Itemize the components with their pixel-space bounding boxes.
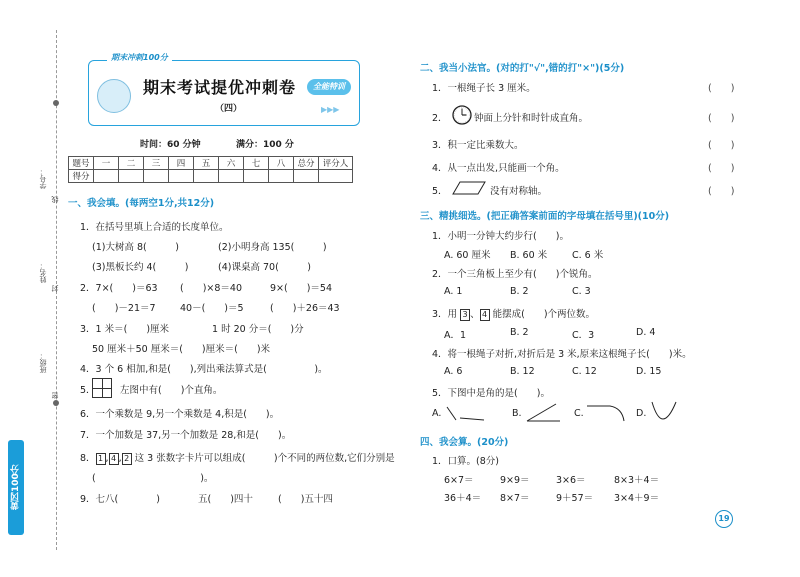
choice-question-1[interactable]: 1．小明一分钟大约步行( )。 xyxy=(432,231,569,242)
judge-number: 5． xyxy=(432,186,448,197)
section1-title: 一、我会填。(每两空1分,共12分) xyxy=(68,198,215,209)
score-cell[interactable] xyxy=(294,170,319,183)
choice-option[interactable]: C. 6 米 xyxy=(572,250,604,261)
score-cell[interactable] xyxy=(169,170,194,183)
calc-item[interactable]: 3×4＋9＝ xyxy=(614,493,660,504)
choice-option[interactable]: C. 12 xyxy=(572,366,597,377)
score-cell[interactable] xyxy=(319,170,353,183)
table-header: 五 xyxy=(194,157,219,170)
answer-paren[interactable]: ( ) xyxy=(708,83,735,94)
title-banner xyxy=(88,53,360,126)
choice-option[interactable]: D. xyxy=(636,408,647,419)
figure-c-icon xyxy=(586,402,626,422)
choice-option[interactable]: A. 60 厘米 xyxy=(444,250,491,261)
q1-item[interactable]: (2)小明身高 135( ) xyxy=(218,242,327,253)
figure-b-icon xyxy=(526,402,562,422)
score-cell[interactable] xyxy=(94,170,119,183)
table-header: 评分人 xyxy=(319,157,353,170)
question-3b[interactable]: 1 时 20 分＝( )分 xyxy=(212,324,304,335)
table-row xyxy=(69,170,353,183)
judge-item: 1．一根绳子长 3 厘米。 xyxy=(432,83,536,94)
score-table xyxy=(68,156,353,183)
q1-item[interactable]: (1)大树高 8( ) xyxy=(92,242,179,253)
choice-option[interactable]: A. xyxy=(432,408,442,419)
q3-prefix: 3．用 xyxy=(432,309,458,320)
score-cell[interactable] xyxy=(144,170,169,183)
question-2c[interactable]: 9×( )＝54 xyxy=(270,283,333,294)
digit-card: 2 xyxy=(122,453,132,465)
choice-option[interactable]: B. 2 xyxy=(510,286,529,297)
calc-item[interactable]: 3×6＝ xyxy=(556,475,586,486)
question-9c[interactable]: ( )五十四 xyxy=(278,494,333,505)
q3-text[interactable]: 能摆成( )个两位数。 xyxy=(492,309,596,320)
question-5-number: 5． xyxy=(80,385,96,396)
line-mark: 线 xyxy=(51,196,59,203)
calc-item[interactable]: 9＋57＝ xyxy=(556,493,594,504)
calc-item[interactable]: 6×7＝ xyxy=(444,475,474,486)
binding-strip xyxy=(0,0,62,577)
question-2d[interactable]: ( )－21＝7 xyxy=(92,303,156,314)
calc-item[interactable]: 8×3＋4＝ xyxy=(614,475,660,486)
choice-option[interactable]: B. 2 xyxy=(510,327,529,338)
table-header: 三 xyxy=(144,157,169,170)
grid-figure xyxy=(92,378,112,398)
choice-option[interactable]: C. 3 xyxy=(572,286,591,297)
answer-paren[interactable]: ( ) xyxy=(708,113,735,124)
judge-item: 4．从一点出发,只能画一个角。 xyxy=(432,163,565,174)
choice-option[interactable]: D. 15 xyxy=(636,366,662,377)
exam-title: 期末考试提优冲刺卷 xyxy=(143,78,297,97)
binding-dot xyxy=(53,400,59,406)
question-8-line: 8． 1 , 4 , 2 这 3 张数字卡片可以组成( )个不同的两位数,它们分别是 xyxy=(80,453,395,464)
choice-option[interactable]: B. xyxy=(512,408,522,419)
question-8-answer[interactable]: ( )。 xyxy=(92,473,214,484)
judge-item: 3．积一定比乘数大。 xyxy=(432,140,524,151)
digit-card: 3 xyxy=(460,309,470,321)
seal-mark: 封 xyxy=(51,285,59,292)
arrows-icon: ▶▶▶ xyxy=(321,105,340,114)
digit-card: 4 xyxy=(109,453,119,465)
question-3[interactable]: 3．1 米＝( )厘米 xyxy=(80,324,170,335)
question-5[interactable]: 左图中有( )个直角。 xyxy=(120,385,223,396)
score-cell[interactable] xyxy=(269,170,294,183)
score-cell[interactable] xyxy=(244,170,269,183)
secret-mark: 密 xyxy=(51,392,59,399)
table-header: 四 xyxy=(169,157,194,170)
question-2f[interactable]: ( )＋26＝43 xyxy=(270,303,340,314)
page-number: 19 xyxy=(715,510,733,528)
choice-option[interactable]: A. 1 xyxy=(444,286,463,297)
calc-item[interactable]: 8×7＝ xyxy=(500,493,530,504)
question-2[interactable]: 2．7×( )＝63 xyxy=(80,283,158,294)
answer-paren[interactable]: ( ) xyxy=(708,186,735,197)
row-label: 得分 xyxy=(69,170,94,183)
choice-option[interactable]: C．3 xyxy=(572,330,595,341)
choice-option[interactable]: D. 4 xyxy=(636,327,656,338)
calc-question-1: 1．口算。(8分) xyxy=(432,456,500,467)
answer-paren[interactable]: ( ) xyxy=(708,163,735,174)
full-score-info: 满分：100 分 xyxy=(236,140,294,150)
score-cell[interactable] xyxy=(194,170,219,183)
table-header: 二 xyxy=(119,157,144,170)
question-4[interactable]: 4．3 个 6 相加,和是( ),列出乘法算式是( )。 xyxy=(80,364,328,375)
judge-item: 没有对称轴。 xyxy=(490,186,548,197)
score-cell[interactable] xyxy=(219,170,244,183)
binding-dot xyxy=(53,100,59,106)
q1-item[interactable]: (4)课桌高 70( ) xyxy=(218,262,311,273)
table-header: 总分 xyxy=(294,157,319,170)
question-1: 1．在括号里填上合适的长度单位。 xyxy=(80,222,229,233)
figure-a-icon xyxy=(446,404,486,422)
section3-title: 三、精挑细选。(把正确答案前面的字母填在括号里)(10分) xyxy=(420,211,670,222)
choice-question-4[interactable]: 4．将一根绳子对折,对折后是 3 米,原来这根绳子长( )米。 xyxy=(432,349,692,360)
table-header: 题号 xyxy=(69,157,94,170)
question-8[interactable]: 这 3 张数字卡片可以组成( )个不同的两位数,它们分别是 xyxy=(134,453,395,464)
clock-icon xyxy=(452,105,472,125)
calc-item[interactable]: 36＋4＝ xyxy=(444,493,482,504)
answer-paren[interactable]: ( ) xyxy=(708,140,735,151)
class-label: 班级： xyxy=(39,352,47,373)
choice-question-5[interactable]: 5．下图中是角的是( )。 xyxy=(432,388,550,399)
choice-question-2[interactable]: 2．一个三角板上至少有( )个锐角。 xyxy=(432,269,598,280)
question-7[interactable]: 7．一个加数是 37,另一个加数是 28,和是( )。 xyxy=(80,430,292,441)
question-9b[interactable]: 五( )四十 xyxy=(198,494,253,505)
badge-label: 全能特训 xyxy=(307,79,351,95)
banner-tag: 期末冲刺100分 xyxy=(107,52,172,63)
question-2e[interactable]: 40－( )＝5 xyxy=(180,303,244,314)
table-header: 八 xyxy=(269,157,294,170)
judge-number: 2． xyxy=(432,113,448,124)
choice-option[interactable]: A. 6 xyxy=(444,366,463,377)
score-cell[interactable] xyxy=(119,170,144,183)
parallelogram-icon xyxy=(452,181,486,195)
table-header: 一 xyxy=(94,157,119,170)
table-header: 七 xyxy=(244,157,269,170)
digit-card: 4 xyxy=(480,309,490,321)
choice-option[interactable]: B. 12 xyxy=(510,366,535,377)
table-header: 六 xyxy=(219,157,244,170)
question-8-number: 8． xyxy=(80,453,96,464)
choice-option[interactable]: C. xyxy=(574,408,584,419)
section4-title: 四、我会算。(20分) xyxy=(420,437,509,448)
question-9[interactable]: 9．七八( ) xyxy=(80,494,160,505)
digit-card: 1 xyxy=(96,453,106,465)
choice-option[interactable]: B. 60 米 xyxy=(510,250,548,261)
judge-item: 钟面上分针和时针成直角。 xyxy=(474,113,589,124)
name-label: 姓名： xyxy=(39,262,47,283)
time-info: 时间：60 分钟 xyxy=(140,140,201,150)
figure-d-icon xyxy=(650,400,680,424)
question-6[interactable]: 6．一个乘数是 9,另一个乘数是 4,积是( )。 xyxy=(80,409,280,420)
section2-title: 二、我当小法官。(对的打"√",错的打"×")(5分) xyxy=(420,63,625,74)
table-row xyxy=(69,157,353,170)
exam-subtitle: （四） xyxy=(215,104,243,114)
brand-logo: 黄冈100分 xyxy=(8,440,24,535)
question-3c[interactable]: 50 厘米＋50 厘米＝( )厘米＝( )米 xyxy=(92,344,271,355)
mascot-icon xyxy=(97,79,131,113)
choice-question-3: 3．用 3 、 4 能摆成( )个两位数。 xyxy=(432,309,596,320)
question-2b[interactable]: ( )×8＝40 xyxy=(180,283,243,294)
calc-item[interactable]: 9×9＝ xyxy=(500,475,530,486)
q1-item[interactable]: (3)黑板长约 4( ) xyxy=(92,262,189,273)
student-id-label: 学号： xyxy=(39,168,47,189)
choice-option[interactable]: A．1 xyxy=(444,330,467,341)
